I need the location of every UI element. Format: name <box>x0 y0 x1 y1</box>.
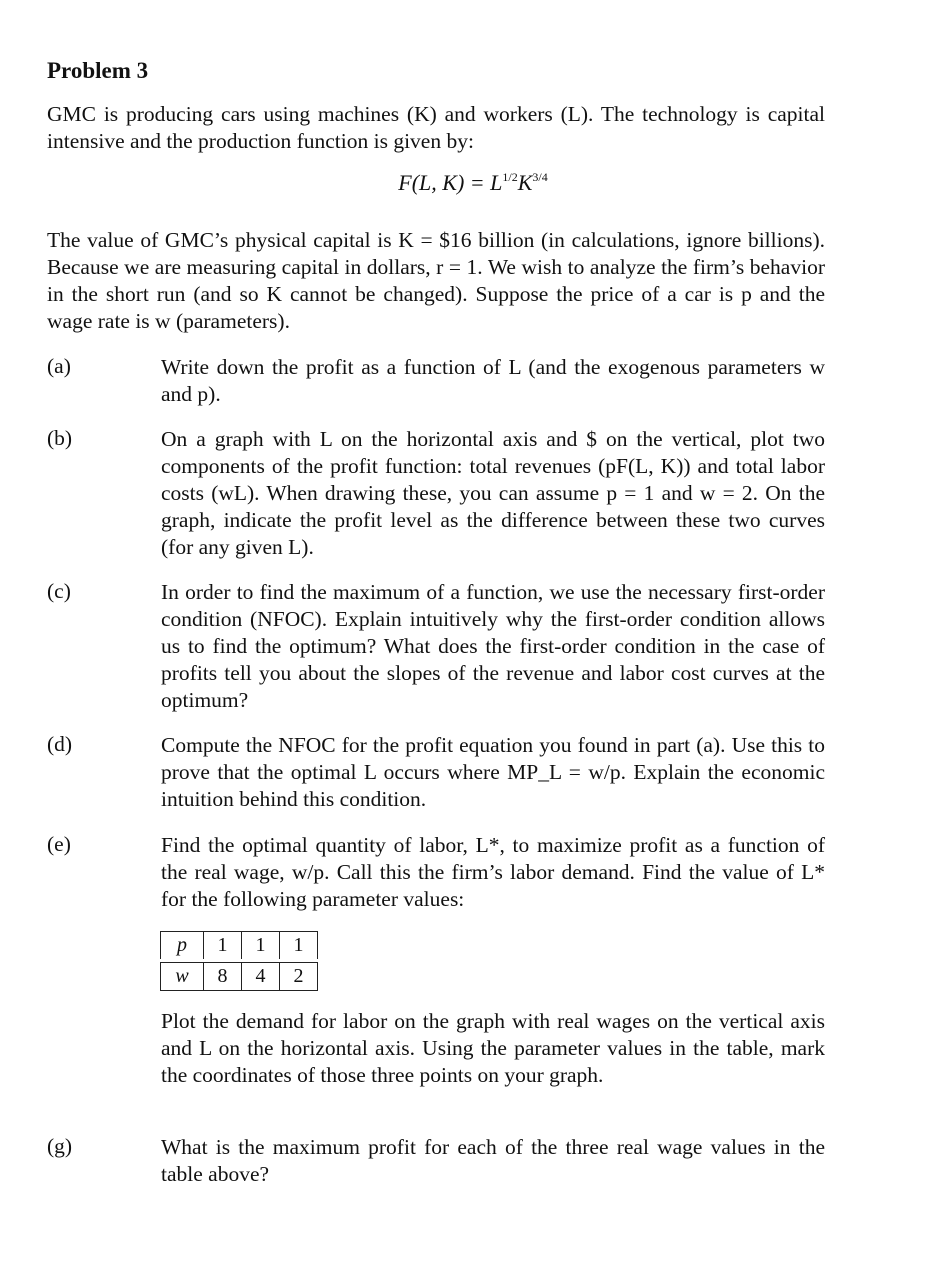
part-d-label: (d) <box>47 732 73 756</box>
table-cell: 8 <box>204 963 242 991</box>
part-d-text: Compute the NFOC for the profit equation you found in part (a). Use this to prove that the optimal L occurs where MP_L = w/p. Explain the economic intuition behind this condition. <box>161 733 825 811</box>
table-cell: 1 <box>280 932 318 960</box>
intro-paragraph: GMC is producing cars using machines (K) and workers (L). The technology is capital intensive and the production function is given by: <box>47 102 825 153</box>
part-e-text: Find the optimal quantity of labor, L*, to maximize profit as a function of the real wage, w/p. Call this the firm’s labor demand. Find the value of L* for the following parameter values: <box>161 833 825 911</box>
part-a-text: Write down the profit as a function of L (and the exogenous parameters w and p). <box>161 355 825 406</box>
equation-exponent-l: 1/2 <box>502 170 518 184</box>
context-paragraph: The value of GMC’s physical capital is K = $16 billion (in calculations, ignore billions). Because we are measuring capital in dollars, r = 1. We wish to analyze the firm’s behavior in the short run (and so K cannot be changed). Suppose the price of a car is p and the wage rate is w (parameters). <box>47 228 825 333</box>
table-row-p <box>161 932 318 960</box>
part-g-label: (g) <box>47 1134 73 1158</box>
table-cell: 2 <box>280 963 318 991</box>
part-c-text: In order to find the maximum of a function, we use the necessary first-order condition (NFOC). Explain intuitively why the first-order condition allows us to find the optimum? What does the first-order condition in the case of profits tell you about the slopes of the revenue and labor cost curves at the optimum? <box>161 580 825 712</box>
part-g-text: What is the maximum profit for each of the three real wage values in the table above? <box>161 1135 825 1186</box>
part-c-label: (c) <box>47 579 71 603</box>
equation-lhs: F(L, K) = L <box>398 170 503 195</box>
equation-exponent-k: 3/4 <box>532 170 548 184</box>
table-cell: 1 <box>204 932 242 960</box>
part-f-text: Plot the demand for labor on the graph with real wages on the vertical axis and L on the horizontal axis. Using the parameter values in the table, mark the coordinates of those three points on your graph. <box>161 1009 825 1087</box>
part-b-text: On a graph with L on the horizontal axis and $ on the vertical, plot two components of the profit function: total revenues (pF(L, K)) and total labor costs (wL). When drawing these, you can assume p = 1 and w = 2. On the graph, indicate the profit level as the difference between these two curves (for any given L). <box>161 427 825 559</box>
equation-k: K <box>517 170 533 195</box>
table-row-w <box>161 963 318 991</box>
table-cell: 1 <box>242 932 280 960</box>
part-b-label: (b) <box>47 426 73 450</box>
part-a-label: (a) <box>47 354 71 378</box>
table-head-w: w <box>161 963 204 991</box>
table-cell: 4 <box>242 963 280 991</box>
problem-title: Problem 3 <box>47 58 149 83</box>
parameter-table <box>160 931 318 991</box>
table-head-p: p <box>161 932 204 960</box>
production-function-equation <box>0 170 946 196</box>
part-e-label: (e) <box>47 832 71 856</box>
